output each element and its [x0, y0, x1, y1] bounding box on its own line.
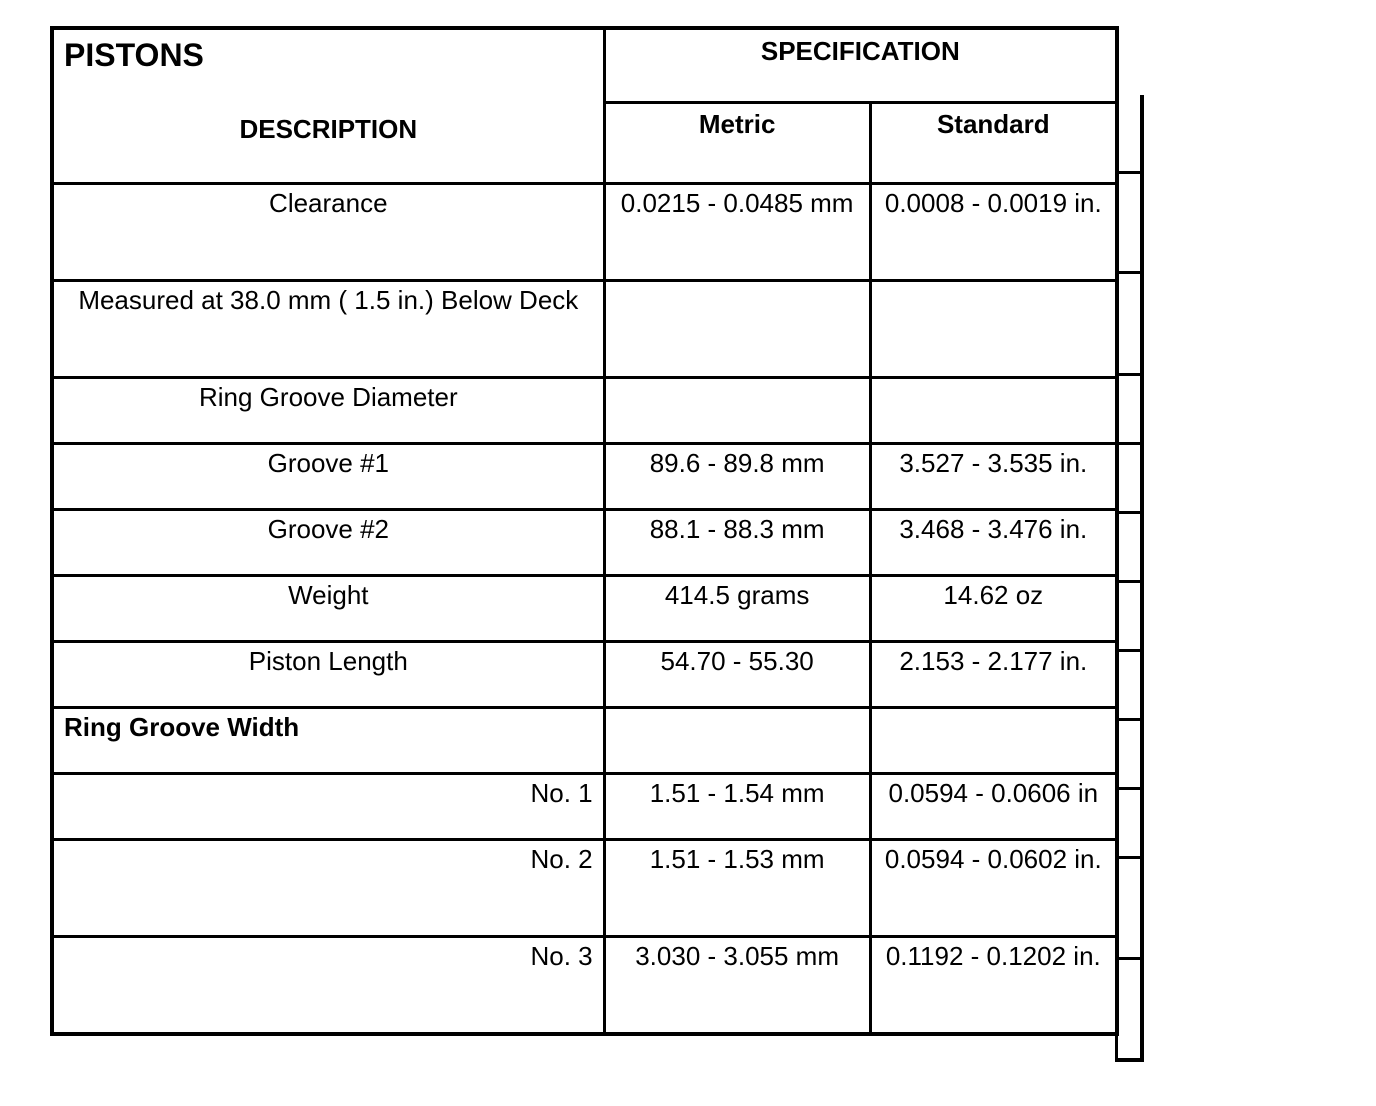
table-row — [52, 378, 1117, 444]
table-row — [52, 576, 1117, 642]
row-description: Weight — [52, 576, 604, 642]
title-cell — [52, 28, 604, 103]
row-standard — [870, 708, 1117, 774]
table-row — [52, 840, 1117, 937]
row-metric — [604, 708, 870, 774]
row-metric — [604, 378, 870, 444]
table-row — [52, 708, 1117, 774]
row-standard: 0.0008 - 0.0019 in. — [870, 184, 1117, 281]
row-description: Ring Groove Width — [52, 708, 604, 774]
side-strip-divider — [1118, 373, 1140, 376]
table-row — [52, 444, 1117, 510]
side-strip-divider — [1118, 856, 1140, 859]
side-strip-divider — [1118, 171, 1140, 174]
table-row — [52, 184, 1117, 281]
row-metric: 88.1 - 88.3 mm — [604, 510, 870, 576]
table-subheader-row — [52, 103, 1117, 184]
row-description: Ring Groove Diameter — [52, 378, 604, 444]
description-header: DESCRIPTION — [239, 113, 418, 144]
side-strip-divider — [1118, 511, 1140, 514]
row-metric: 54.70 - 55.30 — [604, 642, 870, 708]
row-standard — [870, 378, 1117, 444]
row-standard: 14.62 oz — [870, 576, 1117, 642]
row-description: Clearance — [52, 184, 604, 281]
row-description: No. 1 — [52, 774, 604, 840]
row-metric: 1.51 - 1.53 mm — [604, 840, 870, 937]
row-standard: 3.468 - 3.476 in. — [870, 510, 1117, 576]
side-strip-divider — [1118, 787, 1140, 790]
side-strip-divider — [1118, 580, 1140, 583]
row-metric: 0.0215 - 0.0485 mm — [604, 184, 870, 281]
row-standard — [870, 281, 1117, 378]
row-metric: 3.030 - 3.055 mm — [604, 937, 870, 1034]
table-header-row — [52, 28, 1117, 103]
side-strip-divider — [1118, 649, 1140, 652]
row-standard: 0.0594 - 0.0606 in — [870, 774, 1117, 840]
row-standard: 3.527 - 3.535 in. — [870, 444, 1117, 510]
table-row — [52, 281, 1117, 378]
row-metric: 414.5 grams — [604, 576, 870, 642]
metric-header: Metric — [604, 103, 870, 184]
side-strip-divider — [1118, 442, 1140, 445]
specification-header: SPECIFICATION — [604, 28, 1117, 103]
table-row — [52, 774, 1117, 840]
side-strip-divider — [1118, 718, 1140, 721]
row-standard: 0.1192 - 0.1202 in. — [870, 937, 1117, 1034]
side-column-strip — [1115, 95, 1144, 1062]
description-header-cell — [52, 103, 604, 184]
row-standard: 0.0594 - 0.0602 in. — [870, 840, 1117, 937]
row-description: Measured at 38.0 mm ( 1.5 in.) Below Deck — [52, 281, 604, 378]
standard-header: Standard — [870, 103, 1117, 184]
row-metric: 89.6 - 89.8 mm — [604, 444, 870, 510]
table-title: PISTONS — [64, 37, 204, 73]
row-metric — [604, 281, 870, 378]
side-strip-divider — [1118, 271, 1140, 274]
table-row — [52, 642, 1117, 708]
row-description: No. 3 — [52, 937, 604, 1034]
table-row — [52, 510, 1117, 576]
row-metric: 1.51 - 1.54 mm — [604, 774, 870, 840]
table-row — [52, 937, 1117, 1034]
row-description: Piston Length — [52, 642, 604, 708]
row-description: Groove #1 — [52, 444, 604, 510]
row-standard: 2.153 - 2.177 in. — [870, 642, 1117, 708]
row-description: Groove #2 — [52, 510, 604, 576]
row-description: No. 2 — [52, 840, 604, 937]
side-strip-divider — [1118, 957, 1140, 960]
pistons-spec-table — [50, 26, 1119, 1036]
